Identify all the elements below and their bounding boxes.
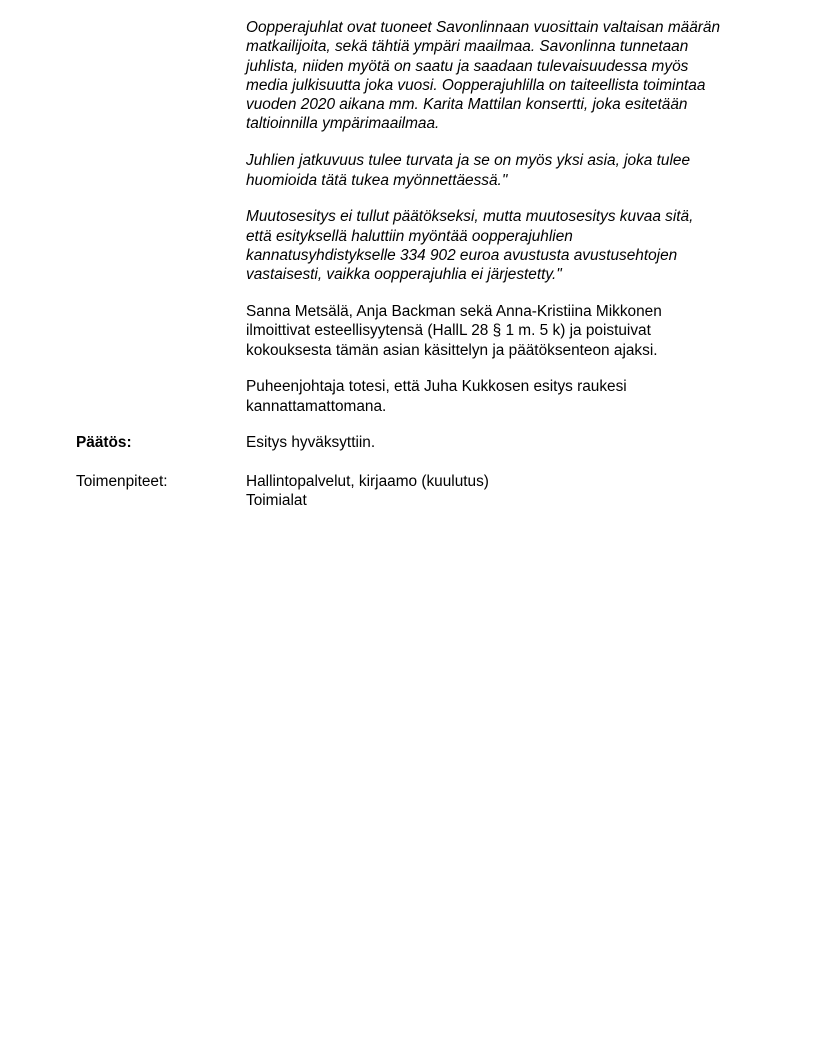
actions-values [246,472,766,511]
text-line: vuoden 2020 aikana mm. Karita Mattilan konsertti, joka esitetään [246,96,688,114]
text-line: kannattamattomana. [246,397,387,415]
actions-label: Toimenpiteet: [76,473,168,490]
text-line: matkailijoita, sekä tähtiä ympäri maailmaa. Savonlinna tunnetaan [246,38,689,56]
text-line: vastaisesti, vaikka oopperajuhlia ei järjestetty." [246,266,562,284]
text-line: juhlista, niiden myötä on saatu ja saadaan tulevaisuudessa myös [246,57,689,75]
text-line: ilmoittivat esteellisyytensä (HallL 28 § 1 m. 5 k) ja poistuivat [246,322,651,340]
decision-value: Esitys hyväksyttiin. [246,434,376,451]
text-line: kannatusyhdistykselle 334 902 euroa avustusta avustusehtojen [246,246,678,264]
chair-statement-paragraph [246,377,766,416]
text-line: Muutosesitys ei tullut päätökseksi, mutta muutosesitys kuvaa sitä, [246,208,694,226]
disqualification-paragraph [246,302,766,360]
text-line: Puheenjohtaja totesi, että Juha Kukkosen esitys raukesi [246,378,627,396]
action-item: Toimialat [246,492,307,510]
text-line: taltioinnilla ympärimaailmaa. [246,115,440,133]
action-item: Hallintopalvelut, kirjaamo (kuulutus) [246,473,489,490]
amendment-paragraph [246,207,766,284]
text-line: Oopperajuhlat ovat tuoneet Savonlinnaan vuosittain valtaisan määrän [246,19,721,36]
text-line: Juhlien jatkuvuus tulee turvata ja se on myös yksi asia, joka tulee [246,152,690,170]
text-line: huomioida tätä tukea myönnettäessä." [246,171,508,189]
text-line: media julkisuutta joka vuosi. Oopperajuhlilla on taiteellista toimintaa [246,76,706,94]
quote-paragraph-1 [246,18,766,134]
text-line: että esityksellä haluttiin myöntää oopperajuhlien [246,227,573,245]
text-line: kokouksesta tämän asian käsittelyn ja päätöksenteon ajaksi. [246,341,658,359]
decision-label: Päätös: [76,434,132,451]
minutes-body [246,18,766,434]
quote-paragraph-2 [246,151,766,190]
text-line: Sanna Metsälä, Anja Backman sekä Anna-Kristiina Mikkonen [246,303,662,321]
